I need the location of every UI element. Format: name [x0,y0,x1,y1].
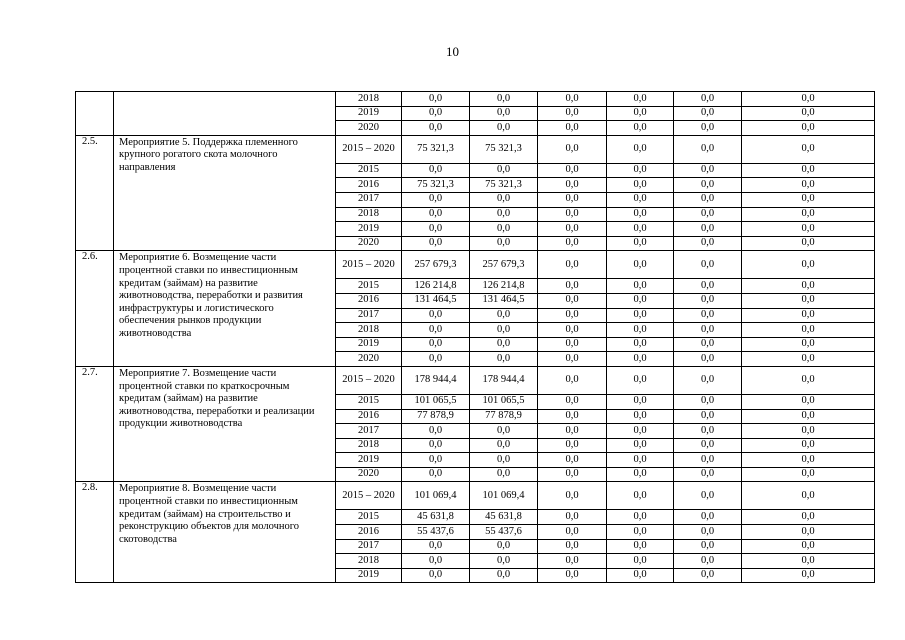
value-cell: 0,0 [607,467,674,482]
value-cell: 178 944,4 [470,366,538,394]
value-cell: 0,0 [674,409,742,424]
value-cell: 0,0 [742,135,875,163]
value-cell: 0,0 [607,409,674,424]
value-cell: 0,0 [742,337,875,352]
value-cell: 0,0 [470,192,538,207]
table-body [76,92,875,583]
year-cell: 2015 – 2020 [336,135,402,163]
value-cell: 0,0 [674,251,742,279]
value-cell: 75 321,3 [470,178,538,193]
year-cell: 2018 [336,92,402,107]
value-cell: 0,0 [742,251,875,279]
year-cell: 2020 [336,352,402,367]
year-cell: 2015 [336,163,402,178]
table-row [76,92,875,107]
value-cell: 0,0 [674,207,742,222]
value-cell: 0,0 [607,236,674,251]
value-cell: 0,0 [607,366,674,394]
value-cell: 0,0 [674,554,742,569]
value-cell: 0,0 [674,453,742,468]
value-cell: 0,0 [402,539,470,554]
value-cell: 0,0 [742,236,875,251]
value-cell: 0,0 [674,192,742,207]
value-cell: 0,0 [470,352,538,367]
value-cell: 0,0 [674,135,742,163]
value-cell: 0,0 [470,121,538,136]
value-cell: 0,0 [742,568,875,583]
value-cell: 0,0 [607,135,674,163]
value-cell: 0,0 [674,467,742,482]
value-cell: 0,0 [538,251,607,279]
value-cell: 0,0 [470,92,538,107]
value-cell: 0,0 [607,279,674,294]
value-cell: 257 679,3 [402,251,470,279]
value-cell: 0,0 [742,409,875,424]
value-cell: 0,0 [607,207,674,222]
year-cell: 2016 [336,293,402,308]
value-cell: 0,0 [470,539,538,554]
value-cell: 0,0 [538,453,607,468]
value-cell: 178 944,4 [402,366,470,394]
value-cell: 45 631,8 [470,510,538,525]
value-cell: 0,0 [674,366,742,394]
year-cell: 2015 [336,394,402,409]
value-cell: 0,0 [402,236,470,251]
value-cell: 0,0 [742,352,875,367]
value-cell: 0,0 [470,337,538,352]
value-cell: 0,0 [538,467,607,482]
table-row [76,251,875,279]
value-cell: 0,0 [402,121,470,136]
value-cell: 0,0 [674,293,742,308]
value-cell: 0,0 [402,92,470,107]
year-cell: 2019 [336,453,402,468]
value-cell: 77 878,9 [470,409,538,424]
value-cell: 0,0 [742,192,875,207]
value-cell: 0,0 [674,236,742,251]
value-cell: 0,0 [674,482,742,510]
value-cell: 0,0 [402,453,470,468]
value-cell: 0,0 [742,207,875,222]
value-cell: 0,0 [538,568,607,583]
value-cell: 0,0 [402,163,470,178]
value-cell: 101 069,4 [470,482,538,510]
value-cell: 0,0 [538,366,607,394]
value-cell: 0,0 [742,293,875,308]
value-cell: 0,0 [607,525,674,540]
value-cell: 0,0 [470,236,538,251]
value-cell: 0,0 [538,236,607,251]
value-cell: 0,0 [607,308,674,323]
value-cell: 0,0 [607,453,674,468]
value-cell: 0,0 [607,438,674,453]
value-cell: 0,0 [402,554,470,569]
value-cell: 131 464,5 [402,293,470,308]
value-cell: 0,0 [538,308,607,323]
value-cell: 0,0 [674,178,742,193]
value-cell: 0,0 [402,222,470,237]
value-cell: 0,0 [742,424,875,439]
value-cell: 0,0 [538,178,607,193]
value-cell: 0,0 [402,352,470,367]
value-cell: 55 437,6 [470,525,538,540]
value-cell: 0,0 [607,554,674,569]
value-cell: 0,0 [402,467,470,482]
value-cell: 0,0 [674,337,742,352]
value-cell: 45 631,8 [402,510,470,525]
value-cell: 0,0 [538,482,607,510]
year-cell: 2019 [336,106,402,121]
table-row [76,366,875,394]
value-cell: 75 321,3 [402,135,470,163]
value-cell: 0,0 [607,568,674,583]
value-cell: 0,0 [607,539,674,554]
value-cell: 0,0 [742,438,875,453]
value-cell: 0,0 [607,293,674,308]
value-cell: 0,0 [470,424,538,439]
year-cell: 2015 – 2020 [336,482,402,510]
value-cell: 0,0 [402,424,470,439]
value-cell: 0,0 [538,337,607,352]
year-cell: 2017 [336,424,402,439]
value-cell: 0,0 [538,222,607,237]
item-name: Мероприятие 7. Возмещение части процентной ставки по краткосрочным кредитам (займам) на развитие животноводства, переработки и реализации продукции животноводства [114,366,336,482]
value-cell: 0,0 [538,438,607,453]
value-cell: 0,0 [402,438,470,453]
value-cell: 0,0 [470,453,538,468]
value-cell: 75 321,3 [402,178,470,193]
value-cell: 131 464,5 [470,293,538,308]
value-cell: 0,0 [742,178,875,193]
value-cell: 0,0 [674,323,742,338]
value-cell: 0,0 [538,352,607,367]
value-cell: 0,0 [538,409,607,424]
value-cell: 0,0 [538,207,607,222]
value-cell: 126 214,8 [470,279,538,294]
value-cell: 0,0 [742,453,875,468]
value-cell: 0,0 [538,92,607,107]
value-cell: 126 214,8 [402,279,470,294]
value-cell: 0,0 [607,337,674,352]
value-cell: 0,0 [742,222,875,237]
year-cell: 2019 [336,568,402,583]
value-cell: 0,0 [470,568,538,583]
item-number: 2.8. [76,482,114,583]
value-cell: 0,0 [674,308,742,323]
item-name: Мероприятие 6. Возмещение части процентной ставки по инвестиционным кредитам (займам) на развитие животноводства, переработки и развития инфраструктуры и логистического обеспечения рынков продукции животноводства [114,251,336,367]
value-cell: 0,0 [674,106,742,121]
value-cell: 0,0 [538,106,607,121]
value-cell: 0,0 [470,163,538,178]
value-cell: 0,0 [470,106,538,121]
table-row [76,482,875,510]
value-cell: 0,0 [538,539,607,554]
year-cell: 2018 [336,207,402,222]
value-cell: 0,0 [742,323,875,338]
value-cell: 0,0 [470,438,538,453]
value-cell: 0,0 [470,207,538,222]
page-number: 10 [446,44,459,59]
year-cell: 2015 – 2020 [336,366,402,394]
value-cell: 0,0 [674,539,742,554]
value-cell: 0,0 [538,554,607,569]
item-number: 2.5. [76,135,114,251]
value-cell: 0,0 [538,135,607,163]
year-cell: 2020 [336,467,402,482]
value-cell: 0,0 [742,366,875,394]
value-cell: 0,0 [742,539,875,554]
year-cell: 2019 [336,222,402,237]
value-cell: 0,0 [607,222,674,237]
value-cell: 0,0 [538,424,607,439]
value-cell: 0,0 [742,525,875,540]
value-cell: 0,0 [674,510,742,525]
value-cell: 0,0 [470,222,538,237]
value-cell: 0,0 [470,308,538,323]
year-cell: 2016 [336,178,402,193]
year-cell: 2018 [336,554,402,569]
value-cell: 0,0 [742,510,875,525]
value-cell: 0,0 [674,525,742,540]
value-cell: 0,0 [538,192,607,207]
year-cell: 2020 [336,121,402,136]
value-cell: 0,0 [402,323,470,338]
item-number [76,92,114,136]
value-cell: 0,0 [538,510,607,525]
value-cell: 0,0 [607,163,674,178]
value-cell: 0,0 [742,163,875,178]
value-cell: 0,0 [402,192,470,207]
year-cell: 2016 [336,525,402,540]
value-cell: 77 878,9 [402,409,470,424]
value-cell: 0,0 [674,352,742,367]
value-cell: 0,0 [607,178,674,193]
value-cell: 0,0 [470,554,538,569]
value-cell: 0,0 [607,482,674,510]
value-cell: 0,0 [470,323,538,338]
value-cell: 0,0 [674,568,742,583]
value-cell: 0,0 [402,308,470,323]
year-cell: 2018 [336,438,402,453]
value-cell: 0,0 [607,323,674,338]
value-cell: 0,0 [607,106,674,121]
value-cell: 0,0 [607,121,674,136]
value-cell: 0,0 [742,308,875,323]
value-cell: 0,0 [470,467,538,482]
budget-table [75,91,875,583]
value-cell: 101 065,5 [402,394,470,409]
year-cell: 2017 [336,308,402,323]
year-cell: 2016 [336,409,402,424]
value-cell: 0,0 [742,121,875,136]
value-cell: 0,0 [674,222,742,237]
value-cell: 0,0 [402,337,470,352]
value-cell: 0,0 [402,568,470,583]
year-cell: 2015 [336,510,402,525]
item-number: 2.6. [76,251,114,367]
year-cell: 2019 [336,337,402,352]
value-cell: 0,0 [607,251,674,279]
value-cell: 0,0 [538,121,607,136]
value-cell: 0,0 [674,121,742,136]
value-cell: 257 679,3 [470,251,538,279]
value-cell: 0,0 [674,279,742,294]
value-cell: 0,0 [674,438,742,453]
year-cell: 2015 [336,279,402,294]
item-name: Мероприятие 5. Поддержка племенного крупного рогатого скота молочного направления [114,135,336,251]
item-name: Мероприятие 8. Возмещение части процентной ставки по инвестиционным кредитам (займам) на строительство и реконструкцию объектов для молочного скотоводства [114,482,336,583]
value-cell: 0,0 [607,92,674,107]
year-cell: 2017 [336,192,402,207]
value-cell: 0,0 [607,394,674,409]
year-cell: 2020 [336,236,402,251]
year-cell: 2018 [336,323,402,338]
value-cell: 101 065,5 [470,394,538,409]
value-cell: 0,0 [607,510,674,525]
value-cell: 0,0 [607,352,674,367]
value-cell: 0,0 [538,293,607,308]
item-number: 2.7. [76,366,114,482]
year-cell: 2015 – 2020 [336,251,402,279]
value-cell: 0,0 [742,467,875,482]
year-cell: 2017 [336,539,402,554]
value-cell: 0,0 [538,323,607,338]
value-cell: 0,0 [674,92,742,107]
value-cell: 0,0 [742,554,875,569]
value-cell: 0,0 [538,279,607,294]
item-name [114,92,336,136]
value-cell: 0,0 [607,192,674,207]
value-cell: 0,0 [402,106,470,121]
value-cell: 75 321,3 [470,135,538,163]
value-cell: 0,0 [742,394,875,409]
value-cell: 101 069,4 [402,482,470,510]
value-cell: 0,0 [674,394,742,409]
value-cell: 0,0 [674,424,742,439]
value-cell: 0,0 [607,424,674,439]
value-cell: 0,0 [538,525,607,540]
value-cell: 0,0 [538,163,607,178]
value-cell: 0,0 [538,394,607,409]
value-cell: 0,0 [742,482,875,510]
value-cell: 0,0 [742,92,875,107]
value-cell: 55 437,6 [402,525,470,540]
table-row [76,135,875,163]
value-cell: 0,0 [742,279,875,294]
value-cell: 0,0 [674,163,742,178]
value-cell: 0,0 [742,106,875,121]
value-cell: 0,0 [402,207,470,222]
